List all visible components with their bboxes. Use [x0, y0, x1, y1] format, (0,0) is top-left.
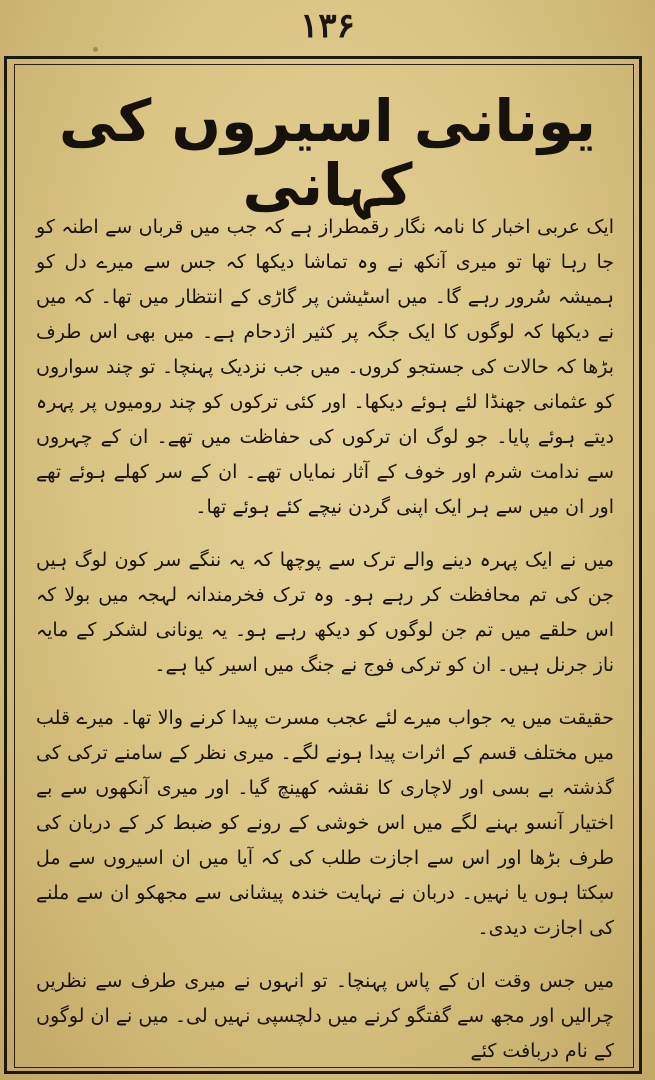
paper-speck	[600, 900, 603, 903]
paper-speck	[93, 47, 98, 52]
story-body	[36, 210, 614, 1069]
page-number: ۱۳۶	[300, 6, 355, 46]
paragraph-1: ایک عربی اخبار کا نامہ نگار رقمطراز ہے کہ جب میں قرباں سے اطنہ کو جا رہا تھا تو میری آنکھ نے وہ تماشا دیکھا کہ جس سے میرے دل کو ہمیشہ سُرور رہے گا۔ میں اسٹیشن پر گاڑی کے انتظار میں تھا۔ کہ میں نے دیکھا کہ لوگوں کا ایک جگہ پر کثیر اژدحام ہے۔ میں بھی اس طرف بڑھا کہ حالات کی جستجو کروں۔ میں جب نزدیک پہنچا۔ تو چند سواروں کو عثمانی جھنڈا لئے ہوئے دیکھا۔ اور کئی ترکوں کو چند رومیوں پر پہرہ دیتے ہوئے پایا۔ جو لوگ ان ترکوں کی حفاظت میں تھے۔ ان کے چہروں سے ندامت شرم اور خوف کے آثار نمایاں تھے۔ ان کے سر کھلے ہوئے تھے اور ان میں سے ہر ایک اپنی گردن نیچے کئے ہوئے تھا۔	[36, 216, 614, 518]
paragraph-2: میں نے ایک پہرہ دینے والے ترک سے پوچھا کہ یہ ننگے سر کون لوگ ہیں جن کی تم محافظت کر رہے ہو۔ وہ ترک فخرمندانہ لہجہ میں بولا کہ اس حلقے میں تم جن لوگوں کو دیکھ رہے ہو۔ یہ یونانی لشکر کے مایہ ناز جرنل ہیں۔ ان کو ترکی فوج نے جنگ میں اسیر کیا ہے۔	[36, 549, 614, 676]
story-title: یونانی اسیروں کی کہانی	[58, 87, 597, 219]
paragraph-3: حقیقت میں یہ جواب میرے لئے عجب مسرت پیدا کرنے والا تھا۔ میرے قلب میں مختلف قسم کے اثرات پیدا ہونے لگے۔ میری نظر کے سامنے ترکی کی گذشتہ بے بسی اور لاچاری کا نقشہ کھینچ گیا۔ اور میری آنکھوں سے بے اختیار آنسو بہنے لگے میں اس خوشی کے رونے کو ضبط کر کے دربان کی طرف بڑھا اور اس سے اجازت طلب کی کہ آیا میں ان اسیروں سے مل سکتا ہوں یا نہیں۔ دربان نے نہایت خندہ پیشانی سے مجھکو ان سے ملنے کی اجازت دیدی۔	[36, 707, 614, 939]
paragraph-4: میں جس وقت ان کے پاس پہنچا۔ تو انہوں نے میری طرف سے نظریں چرالیں اور مجھ سے گفتگو کرنے میں دلچسپی نہیں لی۔ میں نے ان لوگوں کے نام دربافت کئے	[36, 970, 614, 1062]
